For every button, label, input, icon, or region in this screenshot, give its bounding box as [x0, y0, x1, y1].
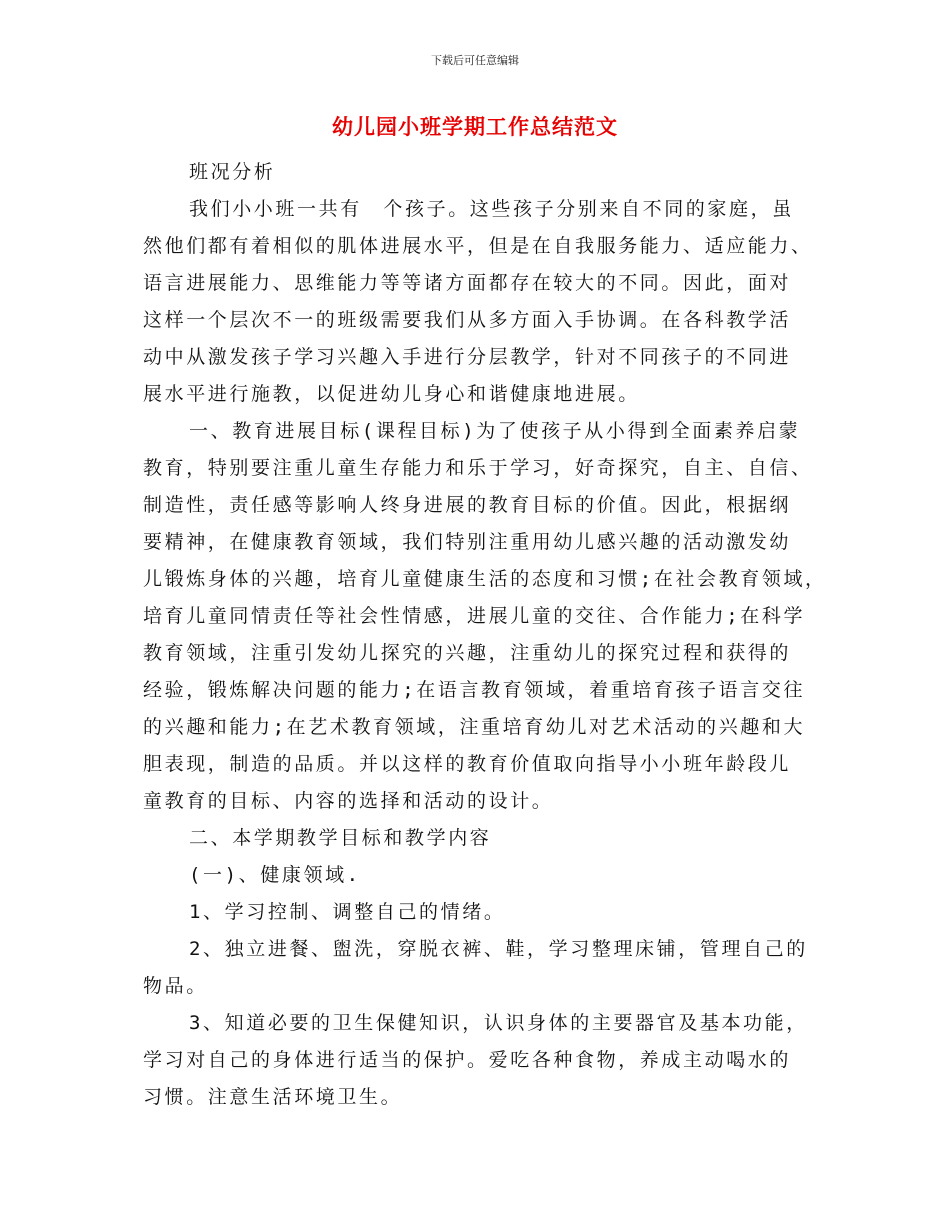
text-line: 2、独立进餐、盥洗，穿脱衣裤、鞋，学习整理床铺，管理自己的: [189, 938, 808, 960]
text-line: 教育领域，注重引发幼儿探究的兴趣，注重幼儿的探究过程和获得的: [143, 642, 792, 664]
text-line: 班况分析: [189, 161, 276, 183]
text-line: 儿锻炼身体的兴趣，培育儿童健康生活的态度和习惯;在社会教育领域，: [143, 568, 827, 590]
text-line: 的兴趣和能力;在艺术教育领域，注重培育幼儿对艺术活动的兴趣和大: [143, 716, 806, 738]
text-line: 教育，特别要注重儿童生存能力和乐于学习，好奇探究，自主、自信、: [143, 457, 813, 479]
text-line: 经验，锻炼解决问题的能力;在语言教育领域，着重培育孩子语言交往: [143, 679, 806, 701]
header-note: 下载后可任意编辑: [431, 54, 519, 67]
text-line: 习惯。注意生活环境卫生。: [143, 1086, 403, 1108]
text-line: 培育儿童同情责任等社会性情感，进展儿童的交往、合作能力;在科学: [143, 605, 806, 627]
text-line: 语言进展能力、思维能力等等诸方面都存在较大的不同。因此，面对: [143, 272, 792, 294]
text-line: (一)、健康领域.: [189, 864, 361, 886]
text-line: 胆表现，制造的品质。并以这样的教育价值取向指导小小班年龄段儿: [143, 753, 792, 775]
text-line: 1、学习控制、调整自己的情绪。: [189, 901, 506, 923]
text-line: 制造性，责任感等影响人终身进展的教育目标的价值。因此，根据纲: [143, 494, 792, 516]
text-line: 童教育的目标、内容的选择和活动的设计。: [143, 790, 554, 812]
text-line: 要精神，在健康教育领域，我们特别注重用幼儿感兴趣的活动激发幼: [143, 531, 792, 553]
text-line: 我们小小班一共有 个孩子。这些孩子分别来自不同的家庭，虽: [189, 198, 794, 220]
text-line: 一、教育进展目标(课程目标)为了使孩子从小得到全面素养启蒙: [189, 420, 801, 442]
text-line: 动中从激发孩子学习兴趣入手进行分层教学，针对不同孩子的不同进: [143, 346, 792, 368]
text-line: 学习对自己的身体进行适当的保护。爱吃各种食物，养成主动喝水的: [143, 1049, 792, 1071]
text-line: 物品。: [143, 975, 208, 997]
text-line: 二、本学期教学目标和教学内容: [189, 827, 492, 849]
text-line: 然他们都有着相似的肌体进展水平，但是在自我服务能力、适应能力、: [143, 235, 813, 257]
text-line: 3、知道必要的卫生保健知识，认识身体的主要器官及基本功能，: [189, 1012, 808, 1034]
text-line: 这样一个层次不一的班级需要我们从多方面入手协调。在各科教学活: [143, 309, 792, 331]
document-title: 幼儿园小班学期工作总结范文: [332, 114, 618, 139]
document-body: [143, 154, 827, 1116]
text-line: 展水平进行施教，以促进幼儿身心和谐健康地进展。: [143, 383, 640, 405]
